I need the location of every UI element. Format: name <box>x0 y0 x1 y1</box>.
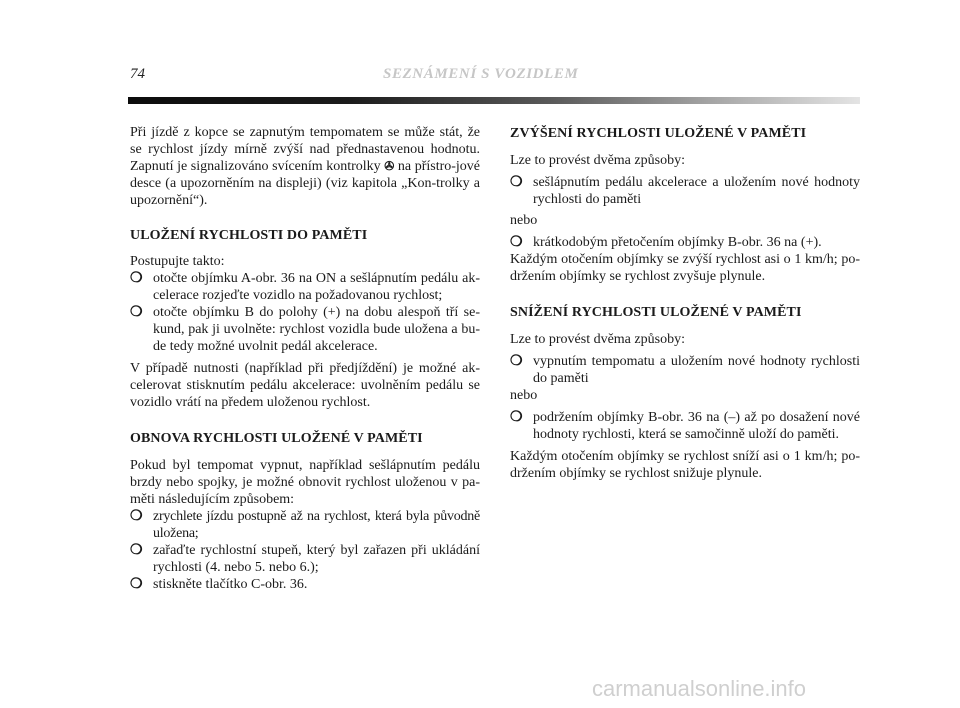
list-item-text: sešlápnutím pedálu akcelerace a uložením nové hodnoty rychlosti do paměti <box>533 175 860 207</box>
restore-speed-paragraph: Pokud byl tempomat vypnut, například sešlápnutím pedálu brzdy nebo spojky, je možné obnovit rychlost uloženou v pa-měti následujícím způsobem: <box>130 458 480 507</box>
bullet-circle-icon: ❍ <box>130 305 143 320</box>
list-item-text: krátkodobým přetočením objímky B-obr. 36 na (+). <box>533 235 822 250</box>
list-item <box>510 174 860 208</box>
list-item <box>130 576 480 593</box>
bullet-circle-icon: ❍ <box>510 354 523 369</box>
list-item-text: vypnutím tempomatu a uložením nové hodnoty rychlosti do paměti <box>533 354 860 386</box>
list-item-text: stiskněte tlačítko C-obr. 36. <box>153 577 308 592</box>
store-speed-intro: Postupujte takto: <box>130 254 225 269</box>
list-item <box>510 234 860 251</box>
intro-text-1: Při jízdě z kopce se zapnutým tempomatem se může stát, že se rychlost jízdy mírně zvýší nad přednastavenou hodnotu. Zapnutí je signalizováno svícením kontrolky <box>130 125 480 174</box>
section-title-decrease-speed: SNÍŽENÍ RYCHLOSTI ULOŽENÉ V PAMĚTI <box>510 305 802 320</box>
bullet-circle-icon: ❍ <box>130 577 143 592</box>
list-item <box>510 353 860 387</box>
cruise-control-warning-icon: ✇ <box>384 159 395 173</box>
increase-speed-intro: Lze to provést dvěma způsoby: <box>510 153 685 168</box>
running-head: SEZNÁMENÍ S VOZIDLEM <box>383 66 579 82</box>
bullet-circle-icon: ❍ <box>510 235 523 250</box>
header-rule <box>128 97 860 104</box>
list-item <box>130 508 480 542</box>
bullet-circle-icon: ❍ <box>130 543 143 558</box>
bullet-circle-icon: ❍ <box>510 410 523 425</box>
section-title-store-speed: ULOŽENÍ RYCHLOSTI DO PAMĚTI <box>130 228 368 243</box>
section-title-restore-speed: OBNOVA RYCHLOSTI ULOŽENÉ V PAMĚTI <box>130 431 423 446</box>
decrease-speed-paragraph: Každým otočením objímky se rychlost sníží asi o 1 km/h; po-držením objímky se rychlost snižuje plynule. <box>510 449 860 481</box>
bullet-circle-icon: ❍ <box>130 271 143 286</box>
list-item-text: otočte objímku A-obr. 36 na ON a sešlápnutím pedálu ak-celerace rozjeďte vozidlo na požadovanou rychlost; <box>153 271 480 303</box>
increase-speed-paragraph: Každým otočením objímky se zvýší rychlost asi o 1 km/h; po-držením objímky se rychlost zvyšuje plynule. <box>510 252 860 284</box>
bullet-circle-icon: ❍ <box>130 509 143 524</box>
bullet-circle-icon: ❍ <box>510 175 523 190</box>
list-item-text: zrychlete jízdu postupně až na rychlost, která byla původně uložena; <box>153 509 480 541</box>
list-item-text: zařaďte rychlostní stupeň, který byl zařazen při ukládání rychlosti (4. nebo 5. nebo 6.); <box>153 543 480 575</box>
left-column <box>130 124 480 593</box>
list-item <box>510 409 860 443</box>
decrease-speed-intro: Lze to provést dvěma způsoby: <box>510 332 685 347</box>
or-text: nebo <box>510 213 538 228</box>
page-number: 74 <box>130 66 145 82</box>
list-item <box>130 542 480 576</box>
intro-text-2: na přístro-jové desce (a upozorněním na displeji) (viz kapitola „Kon-trolky a upozornění“). <box>130 159 481 208</box>
list-item <box>130 304 480 355</box>
watermark: carmanualsonline.info <box>592 676 807 701</box>
section-title-increase-speed: ZVÝŠENÍ RYCHLOSTI ULOŽENÉ V PAMĚTI <box>510 126 807 141</box>
intro-paragraph <box>130 124 480 209</box>
list-item-text: podržením objímky B-obr. 36 na (–) až po dosažení nové hodnoty rychlosti, která se samočinně uloží do paměti. <box>533 410 860 442</box>
store-speed-paragraph: V případě nutnosti (například při předjíždění) je možné ak-celerovat stisknutím pedálu akcelerace: uvolněním pedálu se vozidlo vrátí na předem uloženou rychlost. <box>130 361 480 410</box>
list-item-text: otočte objímku B do polohy (+) na dobu alespoň tří se-kund, pak ji uvolněte: rychlost vozidla bude uložena a bu-de tedy možné uvolnit pedál akcelerace. <box>153 305 480 354</box>
list-item <box>130 270 480 304</box>
or-text: nebo <box>510 388 538 403</box>
right-column <box>510 124 860 482</box>
